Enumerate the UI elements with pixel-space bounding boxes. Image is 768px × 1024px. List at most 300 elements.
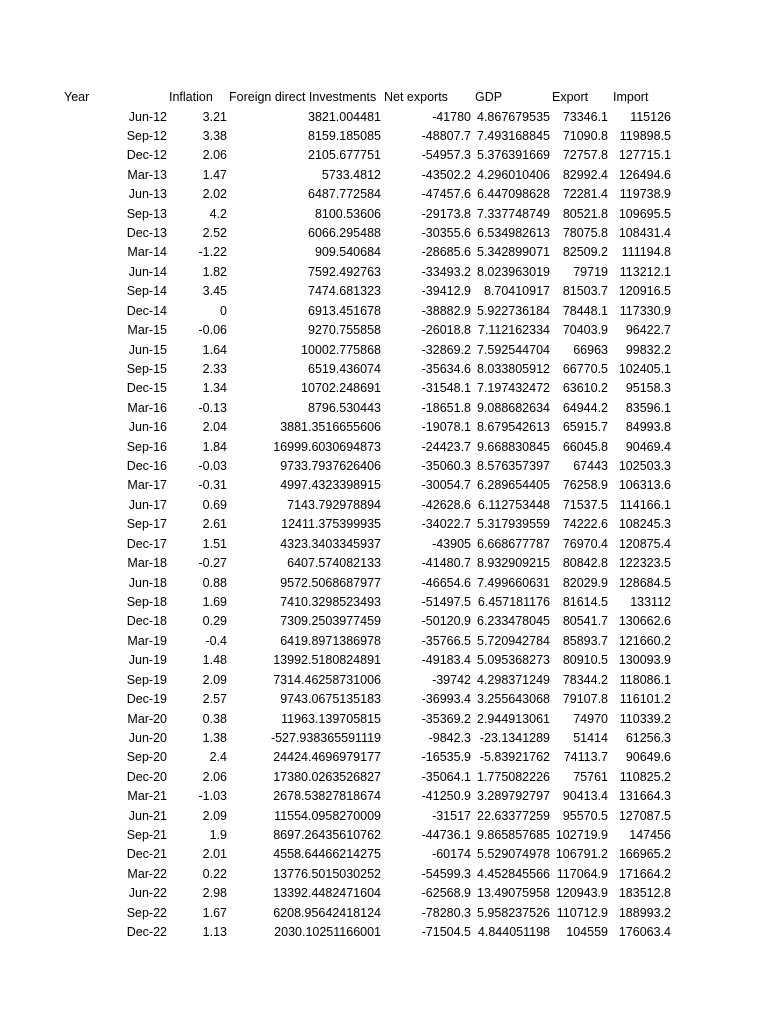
import-cell: 110339.2: [619, 711, 671, 726]
import-cell: 183512.8: [618, 886, 671, 901]
inflation-cell: 2.06: [202, 769, 227, 784]
inflation-cell: 2.06: [202, 148, 227, 163]
import-cell: 122323.5: [618, 556, 671, 571]
table-row: [0, 710, 768, 729]
table-row: [0, 438, 768, 457]
inflation-cell: -0.03: [198, 459, 227, 474]
export-cell: 70403.9: [562, 323, 608, 338]
import-cell: 127715.1: [618, 148, 671, 163]
header-net-exports: Net exports: [384, 90, 448, 104]
year-cell: Mar-19: [127, 633, 167, 648]
fdi-cell: 2030.10251166001: [274, 925, 381, 940]
fdi-cell: 11554.0958270009: [274, 808, 381, 823]
inflation-cell: 2.61: [202, 517, 227, 532]
header-export: Export: [552, 90, 589, 104]
inflation-cell: 1.47: [202, 167, 227, 182]
year-cell: Mar-15: [127, 323, 167, 338]
export-cell: 74970: [573, 711, 608, 726]
import-cell: 116101.2: [619, 692, 671, 707]
export-cell: 104559: [566, 925, 608, 940]
year-cell: Jun-19: [128, 653, 167, 668]
table-row: [0, 632, 768, 651]
gdp-cell: 1.775082226: [477, 769, 550, 784]
gdp-cell: 6.447098628: [477, 187, 550, 202]
fdi-cell: 3881.3516655606: [280, 420, 381, 435]
import-cell: 115126: [630, 109, 671, 124]
gdp-cell: 3.255643068: [477, 692, 550, 707]
year-cell: Jun-14: [128, 264, 167, 279]
year-cell: Mar-21: [127, 789, 167, 804]
fdi-cell: 9270.755858: [308, 323, 381, 338]
import-cell: 114166.1: [619, 497, 671, 512]
net-exports-cell: -41780: [432, 109, 471, 124]
export-cell: 73346.1: [562, 109, 608, 124]
fdi-cell: 2105.677751: [308, 148, 381, 163]
export-cell: 71090.8: [562, 128, 608, 143]
import-cell: 128684.5: [618, 575, 671, 590]
import-cell: 121660.2: [618, 633, 671, 648]
header-fdi: Foreign direct Investments: [229, 90, 377, 104]
year-cell: Mar-22: [127, 866, 167, 881]
export-cell: 110712.9: [556, 905, 608, 920]
inflation-cell: 0: [220, 303, 227, 318]
export-cell: 65915.7: [562, 420, 608, 435]
gdp-cell: 6.112753448: [477, 497, 550, 512]
inflation-cell: 3.45: [202, 284, 227, 299]
net-exports-cell: -78280.3: [421, 905, 471, 920]
import-cell: 95158.3: [625, 381, 671, 396]
net-exports-cell: -43905: [432, 536, 471, 551]
fdi-cell: 7474.681323: [308, 284, 381, 299]
export-cell: 90413.4: [562, 789, 608, 804]
import-cell: 99832.2: [625, 342, 671, 357]
year-cell: Dec-18: [126, 614, 167, 629]
fdi-cell: 6066.295488: [308, 226, 381, 241]
net-exports-cell: -39742: [432, 672, 471, 687]
gdp-cell: 4.296010406: [477, 167, 550, 182]
export-cell: 102719.9: [555, 828, 608, 843]
table-row: [0, 574, 768, 593]
table-row: [0, 554, 768, 573]
year-cell: Dec-17: [126, 536, 167, 551]
gdp-cell: 7.499660631: [477, 575, 550, 590]
inflation-cell: 1.82: [202, 264, 227, 279]
net-exports-cell: -31548.1: [421, 381, 471, 396]
net-exports-cell: -71504.5: [421, 925, 471, 940]
export-cell: 81614.5: [562, 595, 608, 609]
inflation-cell: -1.03: [198, 789, 227, 804]
import-cell: 119898.5: [619, 128, 671, 143]
table-row: [0, 224, 768, 243]
gdp-cell: -5.83921762: [479, 750, 550, 765]
gdp-cell: 9.668830845: [477, 439, 550, 454]
year-cell: Sep-18: [126, 595, 167, 609]
gdp-cell: 5.529074978: [477, 847, 550, 862]
net-exports-cell: -39412.9: [421, 284, 471, 299]
inflation-cell: 1.34: [202, 381, 227, 396]
fdi-cell: 8796.530443: [308, 400, 381, 415]
table-row: [0, 282, 768, 301]
import-cell: 109695.5: [618, 206, 671, 221]
year-cell: Sep-12: [126, 128, 167, 143]
fdi-cell: 24424.4696979177: [273, 750, 381, 765]
net-exports-cell: -32869.2: [421, 342, 471, 357]
net-exports-cell: -35369.2: [421, 711, 471, 726]
year-cell: Mar-16: [127, 400, 167, 415]
fdi-cell: 13992.5180824891: [273, 653, 381, 668]
table-row: [0, 612, 768, 631]
fdi-cell: 12411.375399935: [281, 517, 381, 532]
inflation-cell: 2.04: [202, 420, 227, 435]
import-cell: 111194.8: [621, 245, 671, 260]
year-cell: Sep-15: [126, 361, 167, 376]
net-exports-cell: -38882.9: [421, 303, 471, 318]
net-exports-cell: -36993.4: [421, 692, 471, 707]
table-row: [0, 826, 768, 845]
gdp-cell: 13.49075958: [477, 886, 550, 901]
inflation-cell: 0.38: [202, 711, 227, 726]
gdp-cell: 6.233478045: [477, 614, 550, 629]
net-exports-cell: -31517: [432, 808, 471, 823]
year-cell: Sep-13: [126, 206, 167, 221]
export-cell: 95570.5: [562, 808, 608, 823]
net-exports-cell: -41250.9: [421, 789, 471, 804]
net-exports-cell: -19078.1: [421, 420, 471, 435]
export-cell: 66963: [573, 342, 608, 357]
table-row: [0, 904, 768, 923]
net-exports-cell: -33493.2: [421, 264, 471, 279]
net-exports-cell: -26018.8: [421, 323, 471, 338]
fdi-cell: 11963.139705815: [281, 711, 381, 726]
export-cell: 82509.2: [562, 245, 608, 260]
year-cell: Dec-16: [126, 459, 167, 474]
net-exports-cell: -46654.6: [421, 575, 471, 590]
table-row: [0, 496, 768, 515]
table-row: [0, 360, 768, 379]
year-cell: Mar-14: [127, 245, 167, 260]
table-row: [0, 923, 768, 942]
fdi-cell: 8159.185085: [308, 128, 381, 143]
fdi-cell: 8100.53606: [314, 206, 381, 221]
import-cell: 120916.5: [618, 284, 671, 299]
fdi-cell: 6913.451678: [308, 303, 381, 318]
year-cell: Jun-20: [128, 730, 167, 745]
year-cell: Sep-14: [126, 284, 167, 299]
table-row: [0, 671, 768, 690]
gdp-cell: -23.1341289: [479, 730, 550, 745]
import-cell: 130662.6: [618, 614, 671, 629]
net-exports-cell: -47457.6: [421, 187, 471, 202]
year-cell: Sep-17: [126, 517, 167, 532]
year-cell: Jun-21: [128, 808, 167, 823]
year-cell: Mar-13: [127, 167, 167, 182]
export-cell: 64944.2: [562, 400, 608, 415]
year-cell: Dec-13: [126, 226, 167, 241]
table-row: [0, 884, 768, 903]
gdp-cell: 7.592544704: [477, 342, 550, 357]
export-cell: 74222.6: [562, 517, 608, 532]
net-exports-cell: -50120.9: [421, 614, 471, 629]
export-cell: 80842.8: [562, 556, 608, 571]
year-cell: Jun-13: [128, 187, 167, 202]
gdp-cell: 5.342899071: [477, 245, 550, 260]
net-exports-cell: -41480.7: [421, 556, 471, 571]
export-cell: 85893.7: [562, 633, 608, 648]
table-row: [0, 651, 768, 670]
net-exports-cell: -54957.3: [421, 148, 471, 163]
year-cell: Dec-21: [126, 847, 167, 862]
gdp-cell: 8.023963019: [477, 264, 550, 279]
header-inflation: Inflation: [169, 90, 213, 104]
table-row: [0, 748, 768, 767]
fdi-cell: 7143.792978894: [287, 497, 381, 512]
net-exports-cell: -48807.7: [421, 128, 471, 143]
header-import: Import: [613, 90, 649, 104]
gdp-cell: 8.576357397: [477, 459, 550, 474]
gdp-cell: 3.289792797: [477, 789, 550, 804]
fdi-cell: 4997.4323398915: [280, 478, 381, 493]
export-cell: 76970.4: [562, 536, 608, 551]
inflation-cell: 3.21: [202, 109, 227, 124]
import-cell: 84993.8: [625, 420, 671, 435]
export-cell: 120943.9: [555, 886, 608, 901]
import-cell: 133112: [630, 595, 671, 609]
year-cell: Sep-22: [126, 905, 167, 920]
gdp-cell: 4.298371249: [477, 672, 550, 687]
year-cell: Mar-17: [127, 478, 167, 493]
year-cell: Sep-21: [126, 828, 167, 843]
table-row: [0, 185, 768, 204]
import-cell: 83596.1: [625, 400, 671, 415]
year-cell: Dec-20: [126, 769, 167, 784]
export-cell: 78075.8: [562, 226, 608, 241]
fdi-cell: 13776.5015030252: [273, 866, 381, 881]
export-cell: 66770.5: [562, 361, 608, 376]
table-row: [0, 302, 768, 321]
export-cell: 79107.8: [562, 692, 608, 707]
export-cell: 117064.9: [556, 866, 608, 881]
export-cell: 80910.5: [562, 653, 608, 668]
table-row: [0, 205, 768, 224]
inflation-cell: 1.64: [202, 342, 227, 357]
gdp-cell: 8.033805912: [477, 361, 550, 376]
net-exports-cell: -35060.3: [421, 459, 471, 474]
fdi-cell: -527.938365591119: [270, 730, 381, 745]
net-exports-cell: -43502.2: [421, 167, 471, 182]
gdp-cell: 5.317939559: [477, 517, 550, 532]
table-row: [0, 418, 768, 437]
inflation-cell: 1.67: [202, 905, 227, 920]
fdi-cell: 7410.3298523493: [280, 595, 381, 609]
table-row: [0, 166, 768, 185]
import-cell: 102405.1: [618, 361, 671, 376]
year-cell: Dec-15: [126, 381, 167, 396]
fdi-cell: 2678.53827818674: [273, 789, 381, 804]
gdp-cell: 2.944913061: [477, 711, 550, 726]
table-row: [0, 341, 768, 360]
table-row: [0, 807, 768, 826]
table-row: [0, 787, 768, 806]
gdp-cell: 7.337748749: [477, 206, 550, 221]
import-cell: 147456: [629, 828, 671, 843]
inflation-cell: -0.4: [205, 633, 227, 648]
export-cell: 82029.9: [562, 575, 608, 590]
export-cell: 79719: [573, 264, 608, 279]
gdp-cell: 7.112162334: [477, 323, 550, 338]
gdp-cell: 7.493168845: [477, 128, 550, 143]
import-cell: 110825.2: [619, 769, 671, 784]
inflation-cell: 4.2: [209, 206, 227, 221]
import-cell: 118086.1: [619, 672, 671, 687]
year-cell: Sep-19: [126, 672, 167, 687]
gdp-cell: 8.932909215: [477, 556, 550, 571]
export-cell: 106791.2: [555, 847, 608, 862]
inflation-cell: 1.13: [202, 925, 227, 940]
year-cell: Jun-12: [128, 109, 167, 124]
gdp-cell: 4.867679535: [477, 109, 550, 124]
net-exports-cell: -16535.9: [421, 750, 471, 765]
table-row: [0, 379, 768, 398]
table-row: [0, 146, 768, 165]
year-cell: Dec-22: [126, 925, 167, 940]
gdp-cell: 5.095368273: [477, 653, 550, 668]
import-cell: 127087.5: [618, 808, 671, 823]
inflation-cell: 1.69: [202, 595, 227, 609]
export-cell: 78344.2: [562, 672, 608, 687]
table-row: [0, 535, 768, 554]
gdp-cell: 4.452845566: [477, 866, 550, 881]
inflation-cell: 0.22: [202, 866, 227, 881]
inflation-cell: 1.9: [209, 828, 227, 843]
table-row: [0, 399, 768, 418]
header-gdp: GDP: [475, 90, 503, 104]
fdi-cell: 9743.0675135183: [280, 692, 381, 707]
import-cell: 188993.2: [618, 905, 671, 920]
net-exports-cell: -9842.3: [428, 730, 471, 745]
gdp-cell: 22.63377259: [477, 808, 550, 823]
import-cell: 131664.3: [618, 789, 671, 804]
year-cell: Jun-18: [128, 575, 167, 590]
import-cell: 108245.3: [618, 517, 671, 532]
import-cell: 130093.9: [618, 653, 671, 668]
export-cell: 67443: [573, 459, 608, 474]
fdi-cell: 4558.64466214275: [273, 847, 381, 862]
fdi-cell: 7592.492763: [308, 264, 381, 279]
table-row: [0, 263, 768, 282]
import-cell: 96422.7: [625, 323, 671, 338]
fdi-cell: 6419.8971386978: [280, 633, 381, 648]
header-row: [0, 88, 768, 107]
inflation-cell: 1.51: [202, 536, 227, 551]
net-exports-cell: -44736.1: [421, 828, 471, 843]
import-cell: 108431.4: [618, 226, 671, 241]
import-cell: 61256.3: [625, 730, 671, 745]
table-row: [0, 457, 768, 476]
export-cell: 51414: [573, 730, 608, 745]
net-exports-cell: -62568.9: [421, 886, 471, 901]
fdi-cell: 6208.95642418124: [273, 905, 381, 920]
inflation-cell: 2.98: [202, 886, 227, 901]
inflation-cell: 2.4: [209, 750, 227, 765]
year-cell: Jun-16: [128, 420, 167, 435]
export-cell: 66045.8: [562, 439, 608, 454]
fdi-cell: 9572.5068687977: [280, 575, 381, 590]
fdi-cell: 6519.436074: [308, 361, 381, 376]
fdi-cell: 6407.574082133: [287, 556, 381, 571]
inflation-cell: 2.09: [202, 672, 227, 687]
import-cell: 90649.6: [625, 750, 671, 765]
net-exports-cell: -35064.1: [421, 769, 471, 784]
fdi-cell: 16999.6030694873: [273, 439, 381, 454]
fdi-cell: 3821.004481: [308, 109, 381, 124]
gdp-cell: 6.534982613: [477, 226, 550, 241]
fdi-cell: 10702.248691: [301, 381, 381, 396]
table-row: [0, 243, 768, 262]
inflation-cell: -0.27: [198, 556, 227, 571]
table-row: [0, 593, 768, 612]
table-row: [0, 865, 768, 884]
inflation-cell: 3.38: [202, 128, 227, 143]
year-cell: Mar-20: [127, 711, 167, 726]
inflation-cell: 1.48: [202, 653, 227, 668]
import-cell: 120875.4: [618, 536, 671, 551]
gdp-cell: 4.844051198: [477, 925, 550, 940]
export-cell: 81503.7: [562, 284, 608, 299]
net-exports-cell: -54599.3: [421, 866, 471, 881]
net-exports-cell: -29173.8: [421, 206, 471, 221]
year-cell: Mar-18: [127, 556, 167, 571]
inflation-cell: -0.31: [198, 478, 227, 493]
export-cell: 74113.7: [563, 750, 608, 765]
inflation-cell: 0.88: [202, 575, 227, 590]
net-exports-cell: -18651.8: [421, 400, 471, 415]
fdi-cell: 7309.2503977459: [280, 614, 381, 629]
inflation-cell: 2.52: [202, 226, 227, 241]
table-row: [0, 476, 768, 495]
import-cell: 171664.2: [618, 866, 671, 881]
fdi-cell: 909.540684: [314, 245, 381, 260]
net-exports-cell: -28685.6: [421, 245, 471, 260]
gdp-cell: 8.679542613: [477, 420, 550, 435]
inflation-cell: 2.09: [202, 808, 227, 823]
gdp-cell: 6.668677787: [477, 536, 550, 551]
gdp-cell: 5.720942784: [477, 633, 550, 648]
table-row: [0, 108, 768, 127]
inflation-cell: 1.38: [202, 730, 227, 745]
gdp-cell: 5.958237526: [477, 905, 550, 920]
table-row: [0, 845, 768, 864]
fdi-cell: 10002.775868: [301, 342, 381, 357]
inflation-cell: -0.06: [198, 323, 227, 338]
inflation-cell: 0.69: [202, 497, 227, 512]
fdi-cell: 9733.7937626406: [280, 459, 381, 474]
fdi-cell: 7314.46258731006: [273, 672, 381, 687]
year-cell: Dec-12: [126, 148, 167, 163]
net-exports-cell: -60174: [432, 847, 471, 862]
export-cell: 76258.9: [562, 478, 608, 493]
fdi-cell: 6487.772584: [308, 187, 381, 202]
year-cell: Jun-22: [128, 886, 167, 901]
inflation-cell: 2.02: [202, 187, 227, 202]
import-cell: 119738.9: [619, 187, 671, 202]
gdp-cell: 9.865857685: [477, 828, 550, 843]
inflation-cell: 2.01: [202, 847, 227, 862]
year-cell: Jun-15: [128, 342, 167, 357]
inflation-cell: 1.84: [202, 439, 227, 454]
table-row: [0, 321, 768, 340]
table-row: [0, 127, 768, 146]
gdp-cell: 6.457181176: [477, 595, 550, 609]
